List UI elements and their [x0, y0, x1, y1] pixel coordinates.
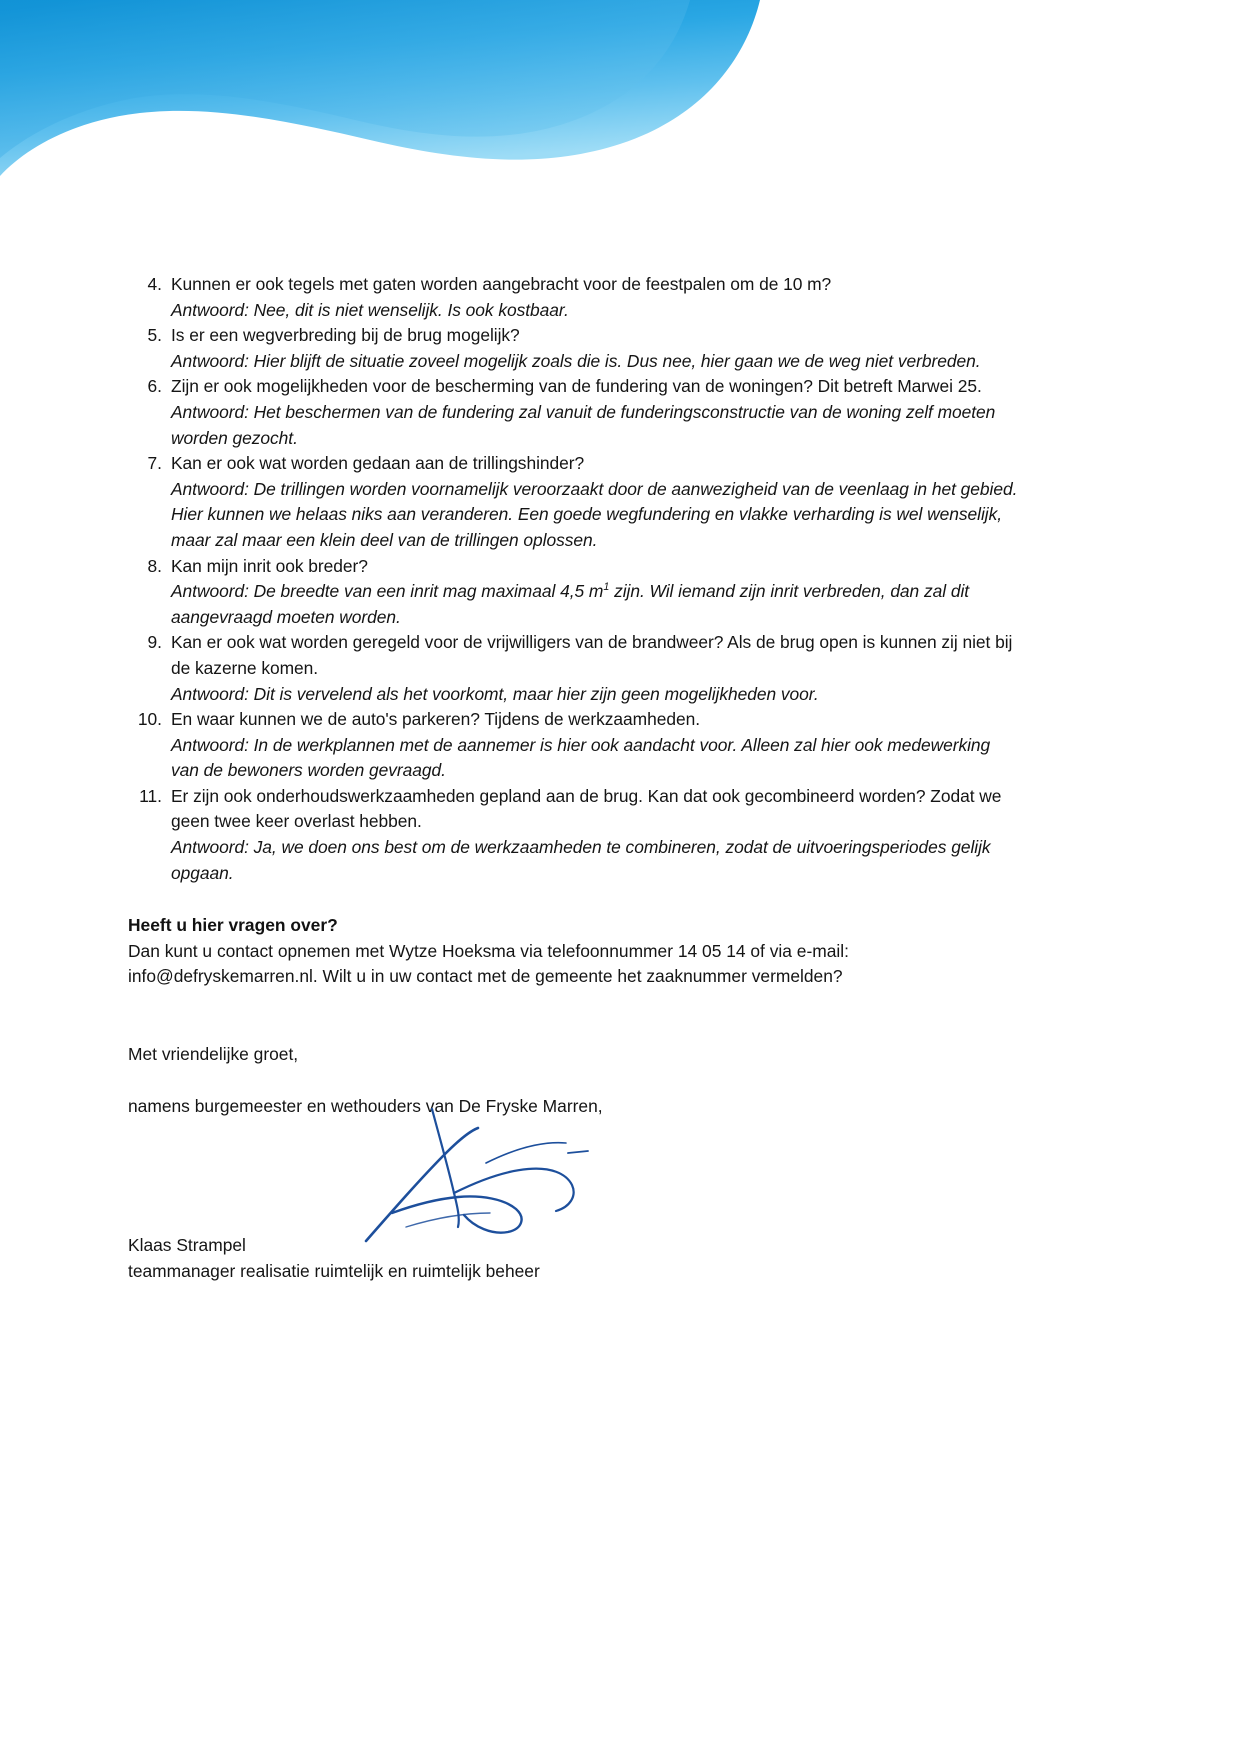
qa-item-6 [128, 374, 1020, 451]
answer-text: Antwoord: Hier blijft de situatie zoveel mogelijk zoals die is. Dus nee, hier gaan we de weg niet verbreden. [171, 350, 981, 371]
question-text: Kan er ook wat worden gedaan aan de trillingshinder? [171, 453, 585, 474]
answer-text: Antwoord: Ja, we doen ons best om de werkzaamheden te combineren, zodat de uitvoeringsperiodes gelijk opgaan. [171, 837, 991, 883]
header-wave-graphic [0, 0, 1241, 190]
question-text: Kunnen er ook tegels met gaten worden aangebracht voor de feestpalen om de 10 m? [171, 274, 832, 294]
qa-item-9 [128, 630, 1020, 707]
letter-body [128, 272, 1020, 1284]
qa-item-5 [128, 323, 1020, 374]
answer-text [171, 579, 1020, 630]
question-text: Kan mijn inrit ook breder? [171, 555, 368, 576]
answer-text: Antwoord: Dit is vervelend als het voorkomt, maar hier zijn geen mogelijkheden voor. [171, 683, 819, 704]
qa-item-11 [128, 784, 1020, 886]
signer-section [128, 1233, 1020, 1284]
answer-text: Antwoord: Het beschermen van de fundering zal vanuit de funderingsconstructie van de woning zelf moeten worden gezocht. [171, 401, 996, 448]
question-text: Is er een wegverbreding bij de brug mogelijk? [171, 325, 520, 346]
qa-item-7 [128, 451, 1020, 553]
contact-line-2: info@defryskemarren.nl. Wilt u in uw contact met de gemeente het zaaknummer vermelden? [128, 966, 843, 987]
signature-area [128, 1123, 1020, 1241]
contact-heading: Heeft u hier vragen over? [128, 915, 338, 936]
blue-wave-icon [0, 0, 1241, 190]
signer-title: teammanager realisatie ruimtelijk en ruimtelijk beheer [128, 1260, 540, 1281]
answer-suffix: zijn. Wil iemand zijn inrit verbreden, dan zal dit aangevraagd moeten worden. [171, 581, 970, 627]
closing-section [128, 1042, 1020, 1119]
signer-name: Klaas Strampel [128, 1235, 246, 1256]
closing-on-behalf-of: namens burgemeester en wethouders van De Fryske Marren, [128, 1095, 603, 1116]
question-text: Er zijn ook onderhoudswerkzaamheden gepland aan de brug. Kan dat ook gecombineerd worden? Zodat we geen twee keer overlast hebben. [171, 785, 1002, 832]
contact-section [128, 913, 1020, 990]
question-text: Kan er ook wat worden geregeld voor de vrijwilligers van de brandweer? Als de brug open is kunnen zij niet bij de kazerne komen. [171, 632, 1013, 678]
handwritten-signature-icon [336, 1101, 666, 1251]
answer-text: Antwoord: De trillingen worden voornamelijk veroorzaakt door de aanwezigheid van de veenlaag in het gebied. Hier kunnen we helaas niks aan veranderen. Een goede wegfundering en vlakke verharding is wel wenselijk, maar zal maar een klein deel van de trillingen oplossen. [171, 478, 1018, 550]
qa-item-10 [128, 707, 1020, 784]
contact-line-1: Dan kunt u contact opnemen met Wytze Hoeksma via telefoonnummer 14 05 14 of via e-mail: [128, 940, 849, 961]
qa-item-8 [128, 554, 1020, 631]
question-text: En waar kunnen we de auto's parkeren? Tijdens de werkzaamheden. [171, 709, 700, 730]
answer-text: Antwoord: Nee, dit is niet wenselijk. Is ook kostbaar. [171, 299, 569, 320]
question-text: Zijn er ook mogelijkheden voor de bescherming van de fundering van de woningen? Dit betreft Marwei 25. [171, 376, 982, 397]
answer-text: Antwoord: In de werkplannen met de aannemer is hier ook aandacht voor. Alleen zal hier ook medewerking van de bewoners worden gevraagd. [171, 734, 991, 781]
qa-list [128, 272, 1020, 886]
qa-item-4 [128, 272, 1020, 323]
answer-prefix: Antwoord: De breedte van een inrit mag maximaal 4,5 m [171, 581, 604, 602]
closing-greeting: Met vriendelijke groet, [128, 1044, 299, 1065]
answer-superscript: 1 [603, 581, 610, 594]
